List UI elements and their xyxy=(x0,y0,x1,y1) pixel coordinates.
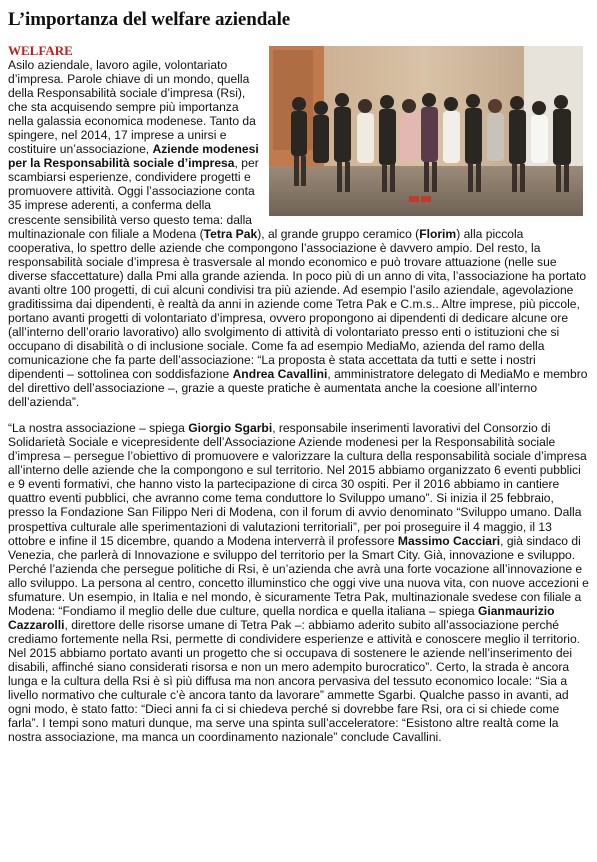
bold-name: Gianmaurizio Cazzarolli xyxy=(8,603,555,632)
text-run: , amministratore delegato di MediaMo e membro del direttivo dell’associazione –, grazie a queste pratiche è aumentata anche la coesione all’interno dell’azienda”. xyxy=(8,367,588,410)
text-run: ), al grande gruppo ceramico ( xyxy=(257,226,420,241)
bold-name: Florim xyxy=(419,226,457,241)
bold-name: Tetra Pak xyxy=(203,226,258,241)
text-run: , direttore delle risorse umane di Tetra Pak –: abbiamo aderito subito all’associazione perché crediamo fortemente nella Rsi, permette di condividere esperienze e attività e conoscere meglio il territorio. Nel 2015 abbiamo portato avanti un progetto che si occupava di sostenere le aziende nell’inserimento dei disabili, affinché siano considerati risorsa e non un mero adempito burocratico”. Certo, la strada è ancora lunga e la cultura della Rsi è sì più diffusa ma non ancora pervasiva del tessuto economico locale: “Sia a livello normativo che culturale c’è ancora tanto da lavorare” ammette Sgarbi. Qualche passo in avanti, ad ogni modo, è stato fatto: “Dieci anni fa ci si chiedeva perché si dovrebbe fare Rsi, ora ci si chiede come farla”. I tempi sono maturi dunque, ma serve una spinta sull’acceleratore: “Esistono altre realtà come la nostra associazione, ma manca un coordinamento nazionale” conclude Cavallini. xyxy=(8,617,581,745)
bold-name: Aziende modenesi per la Responsabilità sociale d’impresa xyxy=(8,142,259,171)
bold-name: Andrea Cavallini xyxy=(232,367,328,382)
group-photo xyxy=(269,46,583,216)
text-run: , per scambiarsi esperienze, condividere progetti e promuovere attività. Oggi l’associazione conta 35 imprese aderenti, a conferma della crescente sensibilità verso questo tema: dalla multinazionale con filiale a Modena ( xyxy=(8,156,259,241)
article-title: L’importanza del welfare aziendale xyxy=(8,9,291,30)
text-run: Asilo aziendale, lavoro agile, volontariato d’impresa. Parole chiave di un mondo, quella della Responsabilità sociale d’impresa (Rsi), che sta acquisendo sempre più importanza nella galassia economica modenese. Tanto da spingere, nel 2014, 17 imprese a unirsi e costituire un’associazione, xyxy=(8,58,256,157)
bold-name: Massimo Cacciari xyxy=(397,533,501,548)
bold-name: Giorgio Sgarbi xyxy=(188,421,273,436)
text-run: , responsabile inserimenti lavorativi del Consorzio di Solidarietà Sociale e vicepresidente dell’Associazione Aziende modenesi per la Responsabilità sociale d’impresa – persegue l’obiettivo di promuovere e valorizzare la cultura della responsabilità sociale d’impresa all’interno delle aziende che la compongono e sul territorio. Nel 2015 abbiamo organizzato 6 eventi pubblici e 9 eventi formativi, che hanno visto la partecipazione di circa 30 ospiti. Per il 2016 abbiamo in cantiere quattro eventi pubblici, che avranno come tema conduttore lo Sviluppo umano”. Si inizia il 25 febbraio, presso la Fondazione San Filippo Neri di Modena, con il forum di avvio denominato “Sviluppo umano. Dalla prospettiva culturale alle sperimentazioni di valutazioni territoriali”, per poi proseguire il 4 maggio, il 13 ottobre e infine il 15 dicembre, quando a Modena interverrà il professore xyxy=(8,421,587,548)
section-label: WELFARE xyxy=(8,43,73,58)
text-run: “La nostra associazione – spiega xyxy=(8,421,189,436)
text-run: , già sindaco di Venezia, che parlerà di Innovazione e sviluppo del territorio per la Smart City. Già, innovazione e sviluppo. Perché l’azienda che persegue politiche di Rsi, è un’azienda che avrà una forte vocazione all’innovazione e allo sviluppo. La persona al centro, concetto illuminstico che oggi vive una nuova vita, con nuove accezioni e sfumature. Un esempio, in Italia e nel mondo, è sicuramente Tetra Pak, multinazionale svedese con filiale a Modena: “Fondiamo il meglio delle due culture, quella nordica e quella italiana – spiega xyxy=(8,533,589,618)
article-paragraph-2 xyxy=(8,421,589,744)
text-run: ) alla piccola cooperativa, lo spettro delle aziende che compongono l’associazione è davvero ampio. Del resto, la responsabilità sociale d’impresa è trasversale al mondo economico e può trovare attuazione (nelle sue diverse sfaccettature) dalla Pmi alla grande azienda. In poco più di un anno di vita, l’associazione ha portato avanti oltre 100 progetti, di cui alcuni condivisi tra più aziende. Ad esempio l’asilo aziendale, agevolazione graditissima dai dipendenti, è realtà da anni in aziende come Tetra Pak e C.m.s.. Altre imprese, più piccole, portano avanti progetti di volontariato d’impresa, ovvero propongono ai dipendenti di dedicare alcune ore (all’interno dell’orario lavorativo) allo svolgimento di attività di volontariato presso enti o istituzioni che si occupano di disabilità o di inclusione sociale. Come fa ad esempio MediaMo, azienda del ramo della comunicazione che fa parte dell’associazione: “La proposta è stata accettata da tutti e sette i nostri dipendenti – sottolinea con soddisfazione xyxy=(8,226,587,382)
